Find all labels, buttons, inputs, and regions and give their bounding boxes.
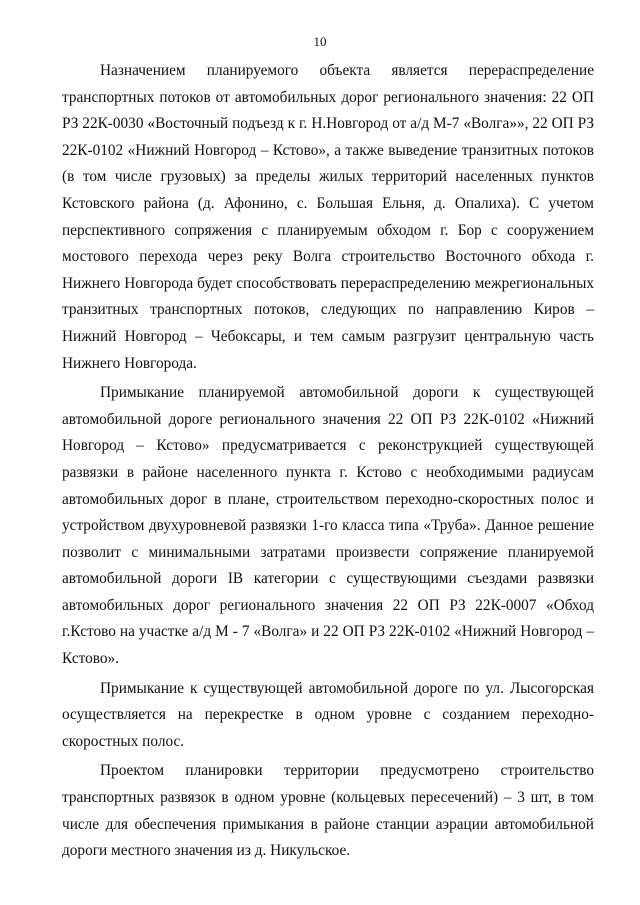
body-text [62,58,594,868]
paragraph-roundabouts: Проектом планировки территории предусмотрено строительство транспортных развязок в одном уровне (кольцевых пересечений) – 3 шт, в том числе для обеспечения примыкания в районе станции аэрации автомобильной дороги местного значения из д. Никульское. [62,762,594,860]
page-number: 10 [313,34,327,49]
paragraph-junction-kstovo: Примыкание планируемой автомобильной дороги к существующей автомобильной дороге регионального значения 22 ОП РЗ 22К-0102 «Нижний Новгород – Кстово» предусматривается с реконструкцией существующей развязки в районе населенного пункта г. Кстово с необходимыми радиусам автомобильных дорог в плане, строительством переходно-скоростных полос и устройством двухуровневой развязки 1-го класса типа «Труба». Данное решение позволит с минимальными затратами произвести сопряжение планируемой автомобильной дороги IВ категории с существующими съездами развязки автомобильных дорог регионального значения 22 ОП РЗ 22К-0007 «Обход г.Кстово на участке а/д М - 7 «Волга» и 22 ОП РЗ 22К-0102 «Нижний Новгород – Кстово». [62,384,594,668]
paragraph-purpose: Назначением планируемого объекта является перераспределение транспортных потоков от автомобильных дорог регионального значения: 22 ОП РЗ 22К-0030 «Восточный подъезд к г. Н.Новгород от а/д М-7 «Волга»», 22 ОП РЗ 22К-0102 «Нижний Новгород – Кстово», а также выведение транзитных потоков (в том числе грузовых) за пределы жилых территорий населенных пунктов Кстовского района (д. Афонино, с. Большая Ельня, д. Опалиха). С учетом перспективного сопряжения с планируемым обходом г. Бор с сооружением мостового перехода через реку Волга строительство Восточного обхода г. Нижнего Новгорода будет способствовать перераспределению межрегиональных транзитных транспортных потоков, следующих по направлению Киров – Нижний Новгород – Чебоксары, и тем самым разгрузит центральную часть Нижнего Новгорода. [62,62,594,372]
paragraph-junction-lysogorskaya: Примыкание к существующей автомобильной дороге по ул. Лысогорская осуществляется на перекрестке в одном уровне с созданием переходно-скоростных полос. [62,679,594,750]
